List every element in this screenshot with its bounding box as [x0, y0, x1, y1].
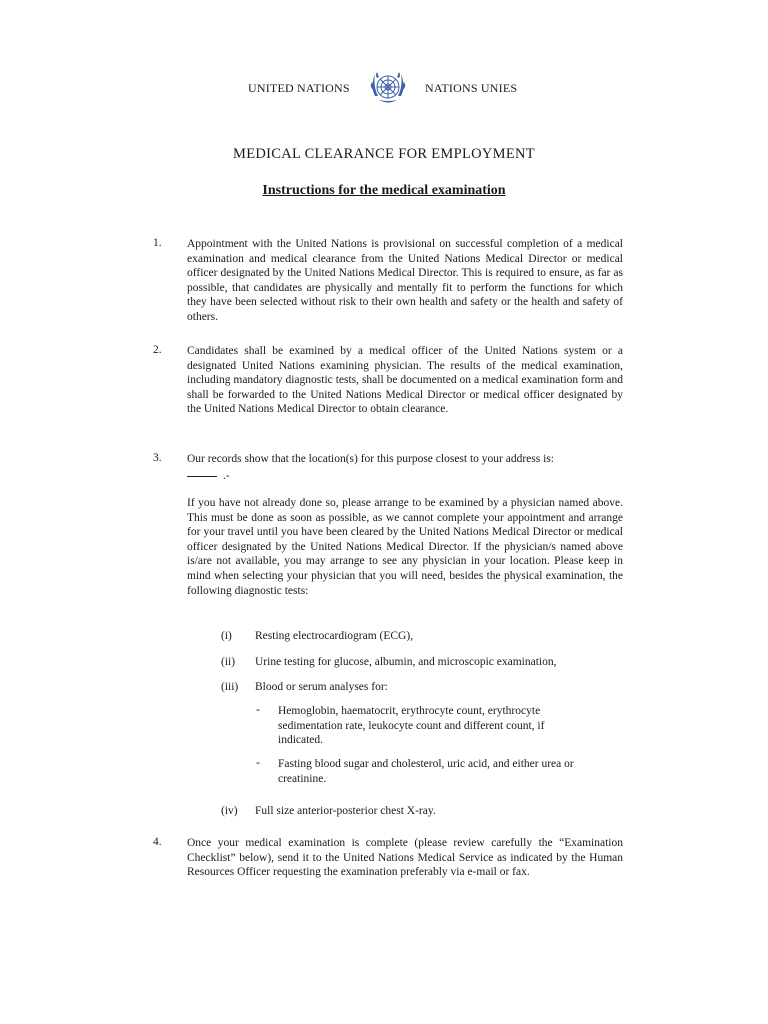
- location-blank-line: [187, 476, 217, 477]
- item-1-text: Appointment with the United Nations is provisional on successful completion of a medical examination and medical clearance from the United Nations Medical Director or medical officer designated by the United Nations Medical Director. This is required to ensure, as far as possible, that candidates are physically and mentally fit to perform the functions for which they have been selected without risk to their own health and safety or the health and safety of others.: [187, 238, 623, 323]
- item-3-number: 3.: [153, 452, 162, 464]
- test-iii-text: Blood or serum analyses for:: [255, 681, 388, 693]
- location-blank: [187, 470, 230, 482]
- location-blank-suffix: .-: [223, 470, 230, 482]
- letterhead: [0, 66, 768, 108]
- blood-subitem-2-text: Fasting blood sugar and cholesterol, uric acid, and either urea or creatinine.: [278, 758, 574, 785]
- test-i-text: Resting electrocardiogram (ECG),: [255, 630, 414, 642]
- document-title: MEDICAL CLEARANCE FOR EMPLOYMENT: [233, 146, 535, 162]
- item-4-text: Once your medical examination is complete (please review carefully the “Examination Checklist” below), send it to the United Nations Medical Service as indicated by the Human Resources Officer requesting the examination preferably via e-mail or fax.: [187, 837, 623, 879]
- un-emblem-icon: [367, 66, 409, 108]
- test-i-label: (i): [221, 630, 232, 642]
- item-3-text: Our records show that the location(s) for this purpose closest to your address is:: [187, 453, 554, 465]
- item-2-number: 2.: [153, 344, 162, 356]
- org-name-french: NATIONS UNIES: [425, 81, 518, 95]
- test-ii-text: Urine testing for glucose, albumin, and microscopic examination,: [255, 656, 557, 668]
- blood-subitem-1-text: Hemoglobin, haematocrit, erythrocyte count, erythrocyte sedimentation rate, leukocyte count and different count, if indicated.: [278, 705, 545, 747]
- item-3-follow-text: If you have not already done so, please arrange to be examined by a physician named above. This must be done as soon as possible, as we cannot complete your appointment and arrange for your travel until you have been cleared by the United Nations Medical Director or medical officer designated by the United Nations Medical Director. If the physician/s named above is/are not available, you may arrange to see any physician in your location. Please keep in mind when selecting your physician that you will need, besides the physical examination, the following diagnostic tests:: [187, 497, 623, 597]
- document-subtitle: Instructions for the medical examination: [262, 183, 506, 198]
- item-2-text: Candidates shall be examined by a medical officer of the United Nations system or a designated United Nations examining physician. The results of the medical examination, including mandatory diagnostic tests, shall be documented on a medical examination form and shall be forwarded to the United Nations Medical Director or medical officer designated by the United Nations Medical Director to obtain clearance.: [187, 345, 623, 416]
- item-4-number: 4.: [153, 836, 162, 848]
- test-ii-label: (ii): [221, 656, 236, 668]
- blood-subitem-2-dash: -: [256, 757, 260, 769]
- item-1-number: 1.: [153, 237, 162, 249]
- test-iv-text: Full size anterior-posterior chest X-ray.: [255, 805, 436, 817]
- org-name-english: UNITED NATIONS: [248, 81, 350, 95]
- test-iv-label: (iv): [221, 805, 238, 817]
- blood-subitem-1-dash: -: [256, 704, 260, 716]
- test-iii-label: (iii): [221, 681, 239, 693]
